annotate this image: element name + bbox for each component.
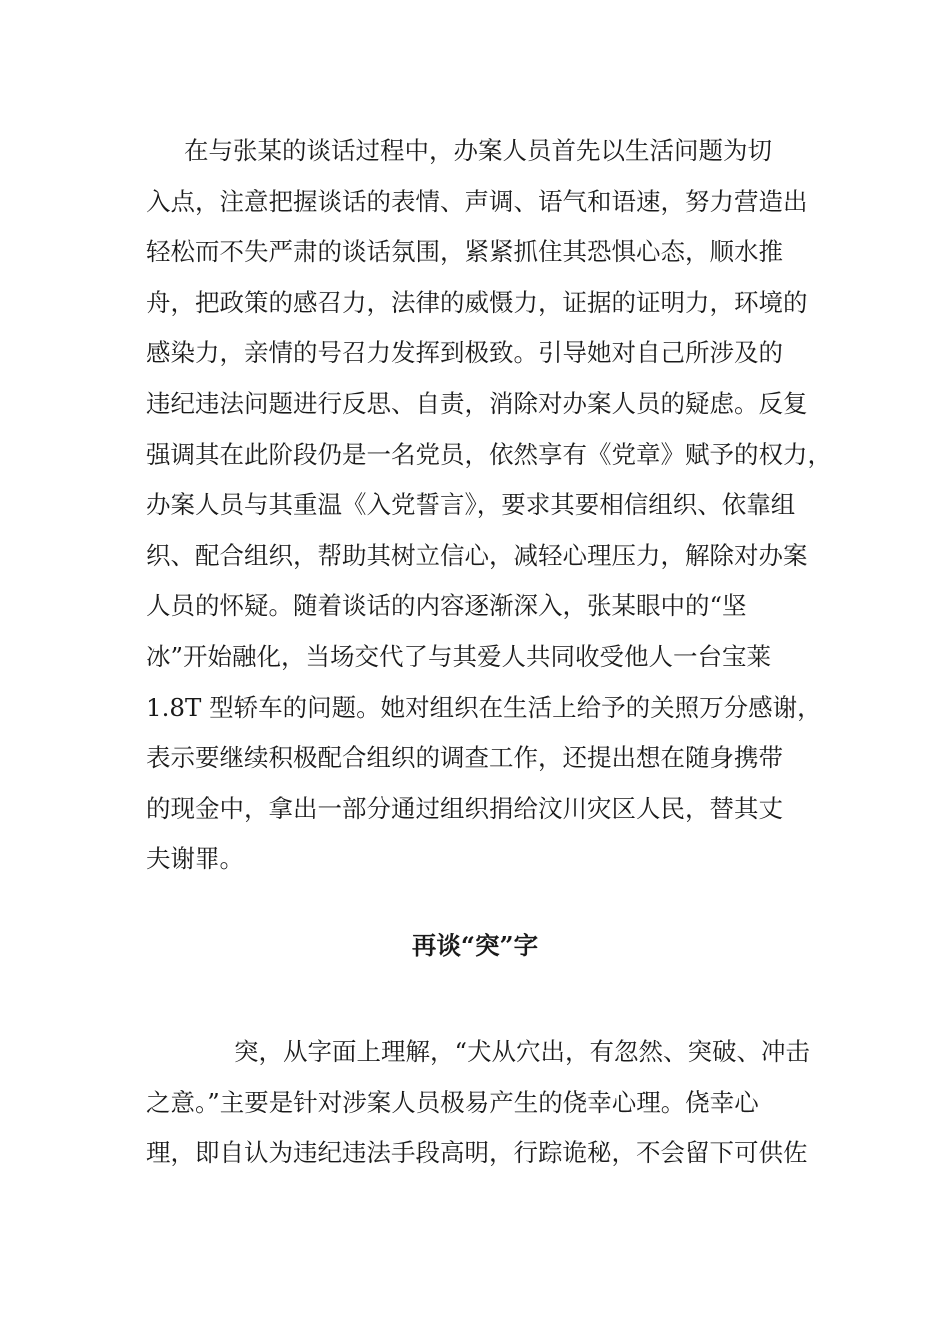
- text-line: 夫谢罪。: [146, 844, 244, 874]
- text-line: 表示要继续积极配合组织的调查工作，还提出想在随身携带: [146, 743, 783, 773]
- text-line: 人员的怀疑。随着谈话的内容逐渐深入，张某眼中的“坚: [146, 591, 747, 621]
- text-line: 织、配合组织，帮助其树立信心，减轻心理压力，解除对办案: [146, 540, 808, 570]
- text-line: 理，即自认为违纪违法手段高明，行踪诡秘，不会留下可供佐: [146, 1138, 808, 1168]
- text-line: 办案人员与其重温《入党誓言》，要求其要相信组织、依靠组: [146, 490, 796, 520]
- text-line: 入点，注意把握谈话的表情、声调、语气和语速，努力营造出: [146, 186, 808, 216]
- section-heading: 再谈“突”字: [411, 931, 539, 960]
- text-line: 轻松而不失严肃的谈话氛围，紧紧抓住其恐惧心态，顺水推: [146, 237, 783, 267]
- text-line: 违纪违法问题进行反思、自责，消除对办案人员的疑虑。反复: [146, 388, 808, 418]
- text-line: 的现金中，拿出一部分通过组织捐给汶川灾区人民，替其丈: [146, 793, 783, 823]
- text-line: 感染力，亲情的号召力发挥到极致。引导她对自己所涉及的: [146, 338, 783, 368]
- body-paragraph-1: [146, 126, 832, 885]
- text-line: 舟，把政策的感召力，法律的威慑力，证据的证明力，环境的: [146, 287, 808, 317]
- text-line: 1.8T 型轿车的问题。她对组织在生活上给予的关照万分感谢，: [146, 692, 822, 722]
- text-line: 强调其在此阶段仍是一名党员，依然享有《党章》赋予的权力，: [146, 439, 832, 469]
- text-line: 之意。”主要是针对涉案人员极易产生的侥幸心理。侥幸心: [146, 1087, 759, 1117]
- body-paragraph-2: [146, 1027, 826, 1179]
- text-line: 在与张某的谈话过程中，办案人员首先以生活问题为切: [184, 136, 772, 165]
- text-line: 冰”开始融化，当场交代了与其爱人共同收受他人一台宝莱: [146, 641, 772, 671]
- text-line: 突，从字面上理解，“犬从穴出，有忽然、突破、冲击: [234, 1037, 811, 1066]
